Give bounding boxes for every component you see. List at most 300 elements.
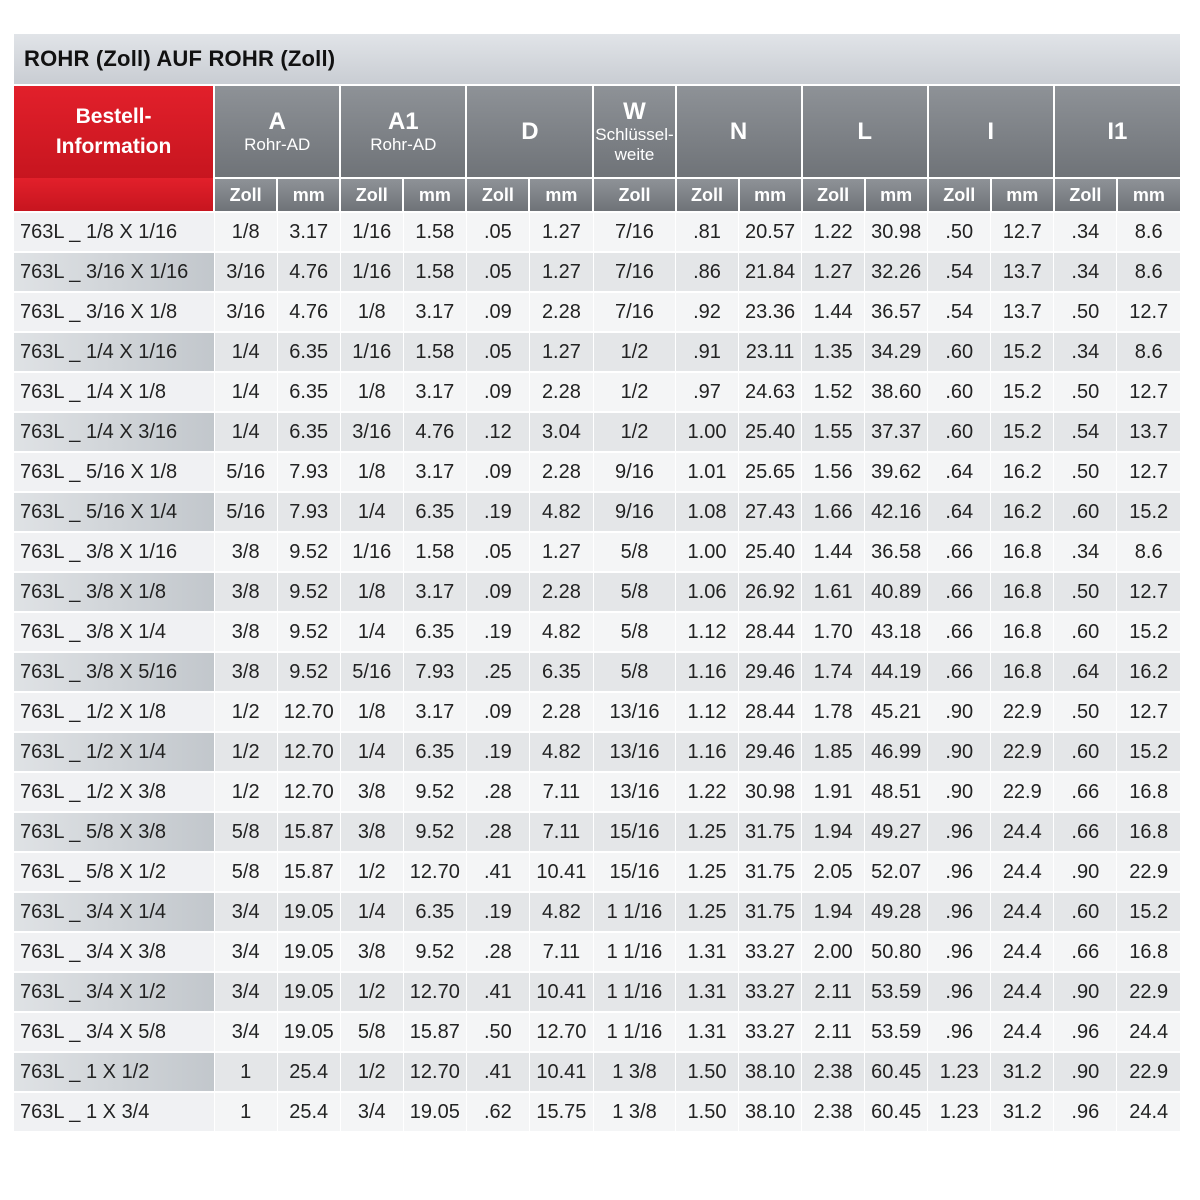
table-cell: .60 <box>928 372 991 412</box>
table-cell: 1/8 <box>340 572 403 612</box>
table-cell: 19.05 <box>403 1092 466 1131</box>
table-cell: .09 <box>466 572 529 612</box>
table-cell: 45.21 <box>865 692 928 732</box>
table-cell: 1/4 <box>340 612 403 652</box>
order-number-cell: 763L _ 1 X 3/4 <box>14 1092 214 1131</box>
table-cell: 1 3/8 <box>593 1092 675 1131</box>
table-cell: .66 <box>928 532 991 572</box>
table-cell: 7.11 <box>529 812 593 852</box>
table-cell: 1.00 <box>676 412 739 452</box>
table-cell: 5/16 <box>340 652 403 692</box>
table-cell: 5/8 <box>593 612 675 652</box>
table-cell: .90 <box>1054 852 1117 892</box>
table-cell: 1.23 <box>928 1092 991 1131</box>
table-cell: 9.52 <box>277 532 340 572</box>
table-cell: 52.07 <box>865 852 928 892</box>
table-cell: 15.87 <box>277 852 340 892</box>
table-cell: 13.7 <box>991 252 1054 292</box>
table-cell: 1.58 <box>403 252 466 292</box>
table-cell: 21.84 <box>739 252 802 292</box>
unit-header: Zoll <box>214 178 277 212</box>
table-cell: .90 <box>928 732 991 772</box>
table-cell: .81 <box>676 212 739 252</box>
table-cell: 1.00 <box>676 532 739 572</box>
table-cell: 53.59 <box>865 1012 928 1052</box>
table-cell: 6.35 <box>277 412 340 452</box>
table-cell: .60 <box>1054 892 1117 932</box>
table-cell: 9/16 <box>593 452 675 492</box>
table-cell: 15.2 <box>991 412 1054 452</box>
table-cell: .66 <box>928 652 991 692</box>
table-cell: 29.46 <box>739 732 802 772</box>
unit-header: mm <box>277 178 340 212</box>
table-cell: 1/2 <box>214 692 277 732</box>
table-row <box>14 932 1180 972</box>
table-cell: 1.08 <box>676 492 739 532</box>
table-cell: 3/4 <box>340 1092 403 1131</box>
table-cell: 1.94 <box>802 892 865 932</box>
table-cell: 12.7 <box>1117 372 1180 412</box>
table-cell: 3.17 <box>403 572 466 612</box>
table-cell: 2.28 <box>529 372 593 412</box>
table-cell: .50 <box>1054 452 1117 492</box>
table-cell: 1.12 <box>676 612 739 652</box>
table-cell: .50 <box>466 1012 529 1052</box>
table-cell: 2.28 <box>529 292 593 332</box>
order-info-header <box>14 86 214 178</box>
table-cell: 30.98 <box>739 772 802 812</box>
table-cell: .54 <box>1054 412 1117 452</box>
column-group-i1 <box>1054 86 1180 178</box>
table-cell: 3/4 <box>214 892 277 932</box>
table-cell: 15.2 <box>991 372 1054 412</box>
table-cell: .60 <box>928 332 991 372</box>
column-group-w <box>593 86 675 178</box>
table-cell: 1 1/16 <box>593 972 675 1012</box>
table-cell: 5/16 <box>214 452 277 492</box>
table-cell: 5/8 <box>593 572 675 612</box>
table-title: ROHR (Zoll) AUF ROHR (Zoll) <box>24 46 336 71</box>
table-cell: 8.6 <box>1117 212 1180 252</box>
table-cell: 31.2 <box>991 1092 1054 1131</box>
table-cell: 1/2 <box>593 332 675 372</box>
table-cell: 36.57 <box>865 292 928 332</box>
order-number-cell: 763L _ 3/4 X 1/4 <box>14 892 214 932</box>
column-group-key: I1 <box>1107 117 1128 145</box>
table-cell: 4.76 <box>277 252 340 292</box>
column-group-n <box>676 86 802 178</box>
table-cell: 1.16 <box>676 732 739 772</box>
table-cell: 12.7 <box>1117 292 1180 332</box>
table-cell: 2.28 <box>529 452 593 492</box>
unit-header: Zoll <box>466 178 529 212</box>
table-cell: 4.82 <box>529 892 593 932</box>
table-cell: 15.2 <box>1117 892 1180 932</box>
table-cell: 24.4 <box>991 812 1054 852</box>
table-cell: 1/16 <box>340 532 403 572</box>
table-cell: 23.11 <box>739 332 802 372</box>
table-cell: 12.70 <box>403 1052 466 1092</box>
table-cell: 46.99 <box>865 732 928 772</box>
table-cell: .50 <box>1054 572 1117 612</box>
table-cell: 24.4 <box>991 932 1054 972</box>
unit-header: Zoll <box>676 178 739 212</box>
table-cell: .25 <box>466 652 529 692</box>
table-cell: .09 <box>466 692 529 732</box>
table-cell: 38.10 <box>739 1052 802 1092</box>
table-cell: .96 <box>928 972 991 1012</box>
table-row <box>14 812 1180 852</box>
table-cell: 16.8 <box>991 532 1054 572</box>
table-cell: 37.37 <box>865 412 928 452</box>
table-cell: 1.56 <box>802 452 865 492</box>
table-cell: .60 <box>928 412 991 452</box>
table-row <box>14 572 1180 612</box>
table-cell: 6.35 <box>277 332 340 372</box>
table-cell: 10.41 <box>529 1052 593 1092</box>
table-cell: 1/2 <box>340 972 403 1012</box>
table-cell: 15/16 <box>593 812 675 852</box>
table-cell: .60 <box>1054 492 1117 532</box>
table-row <box>14 972 1180 1012</box>
order-number-cell: 763L _ 3/8 X 5/16 <box>14 652 214 692</box>
order-number-cell: 763L _ 5/16 X 1/4 <box>14 492 214 532</box>
table-cell: 5/8 <box>593 532 675 572</box>
table-cell: .60 <box>1054 732 1117 772</box>
table-cell: 1.01 <box>676 452 739 492</box>
table-cell: .90 <box>1054 1052 1117 1092</box>
table-cell: 6.35 <box>403 612 466 652</box>
table-cell: .54 <box>928 292 991 332</box>
table-cell: 13/16 <box>593 692 675 732</box>
table-cell: 1.74 <box>802 652 865 692</box>
table-cell: 13.7 <box>991 292 1054 332</box>
table-cell: 12.70 <box>277 772 340 812</box>
unit-header: mm <box>739 178 802 212</box>
table-cell: 1/4 <box>340 732 403 772</box>
table-cell: 27.43 <box>739 492 802 532</box>
table-cell: 19.05 <box>277 892 340 932</box>
table-cell: .66 <box>1054 772 1117 812</box>
table-cell: 34.29 <box>865 332 928 372</box>
table-cell: 1/8 <box>340 372 403 412</box>
table-cell: 1.50 <box>676 1092 739 1131</box>
table-cell: 19.05 <box>277 932 340 972</box>
table-cell: 2.00 <box>802 932 865 972</box>
table-cell: 33.27 <box>739 972 802 1012</box>
table-cell: 12.70 <box>403 972 466 1012</box>
table-cell: 4.82 <box>529 612 593 652</box>
table-cell: .64 <box>1054 652 1117 692</box>
table-cell: .05 <box>466 212 529 252</box>
table-cell: 32.26 <box>865 252 928 292</box>
table-cell: 25.40 <box>739 532 802 572</box>
table-cell: .41 <box>466 1052 529 1092</box>
table-cell: 1.31 <box>676 1012 739 1052</box>
table-cell: .34 <box>1054 252 1117 292</box>
table-cell: 1/16 <box>340 252 403 292</box>
table-cell: 3/16 <box>214 292 277 332</box>
order-number-cell: 763L _ 1/4 X 1/16 <box>14 332 214 372</box>
table-cell: .54 <box>928 252 991 292</box>
table-cell: .96 <box>928 1012 991 1052</box>
table-cell: 8.6 <box>1117 332 1180 372</box>
table-cell: 42.16 <box>865 492 928 532</box>
table-cell: 6.35 <box>403 492 466 532</box>
table-cell: .90 <box>928 772 991 812</box>
table-cell: 1.22 <box>802 212 865 252</box>
column-group-subtitle: Rohr-AD <box>244 134 311 154</box>
table-cell: 13/16 <box>593 732 675 772</box>
table-cell: 1/16 <box>340 332 403 372</box>
table-cell: 1.06 <box>676 572 739 612</box>
table-cell: 1.78 <box>802 692 865 732</box>
table-cell: 15.75 <box>529 1092 593 1131</box>
table-cell: 19.05 <box>277 1012 340 1052</box>
spec-sheet <box>14 34 1180 1131</box>
column-group-d <box>466 86 593 178</box>
table-cell: 3/8 <box>340 772 403 812</box>
table-cell: 26.92 <box>739 572 802 612</box>
table-cell: .60 <box>1054 612 1117 652</box>
table-cell: 3.17 <box>403 692 466 732</box>
table-cell: .12 <box>466 412 529 452</box>
column-group-key: D <box>521 117 539 145</box>
table-cell: 1.55 <box>802 412 865 452</box>
unit-header: mm <box>865 178 928 212</box>
table-cell: 23.36 <box>739 292 802 332</box>
table-cell: 5/8 <box>340 1012 403 1052</box>
table-cell: 29.46 <box>739 652 802 692</box>
table-cell: 40.89 <box>865 572 928 612</box>
table-cell: 1.31 <box>676 932 739 972</box>
table-cell: .66 <box>928 612 991 652</box>
table-cell: .19 <box>466 612 529 652</box>
table-cell: 3/8 <box>340 812 403 852</box>
table-cell: .09 <box>466 292 529 332</box>
table-cell: 43.18 <box>865 612 928 652</box>
table-cell: 1.44 <box>802 292 865 332</box>
table-cell: 2.38 <box>802 1052 865 1092</box>
table-row <box>14 1012 1180 1052</box>
table-cell: 6.35 <box>277 372 340 412</box>
table-row <box>14 532 1180 572</box>
table-row <box>14 772 1180 812</box>
table-cell: 1.70 <box>802 612 865 652</box>
table-cell: 4.76 <box>403 412 466 452</box>
order-number-cell: 763L _ 1 X 1/2 <box>14 1052 214 1092</box>
table-cell: 24.4 <box>991 892 1054 932</box>
table-row <box>14 692 1180 732</box>
table-cell: 1/2 <box>214 772 277 812</box>
table-cell: 7.93 <box>403 652 466 692</box>
table-cell: 13/16 <box>593 772 675 812</box>
table-row <box>14 412 1180 452</box>
table-row <box>14 292 1180 332</box>
table-row <box>14 212 1180 252</box>
table-cell: 16.8 <box>991 612 1054 652</box>
table-cell: 2.28 <box>529 692 593 732</box>
table-cell: .96 <box>928 932 991 972</box>
table-cell: 1/8 <box>340 452 403 492</box>
table-cell: 24.4 <box>991 1012 1054 1052</box>
table-cell: 9.52 <box>403 772 466 812</box>
table-cell: 31.75 <box>739 852 802 892</box>
table-row <box>14 852 1180 892</box>
table-title-bar <box>14 34 1180 86</box>
order-number-cell: 763L _ 1/4 X 1/8 <box>14 372 214 412</box>
table-cell: .19 <box>466 732 529 772</box>
table-cell: 7.11 <box>529 932 593 972</box>
table-cell: .66 <box>1054 932 1117 972</box>
column-group-key: W <box>623 97 646 125</box>
table-cell: 1.23 <box>928 1052 991 1092</box>
table-cell: .90 <box>928 692 991 732</box>
table-cell: 16.2 <box>991 452 1054 492</box>
table-cell: 1.66 <box>802 492 865 532</box>
table-cell: 22.9 <box>991 732 1054 772</box>
table-cell: 1.25 <box>676 852 739 892</box>
table-row <box>14 1052 1180 1092</box>
table-cell: 15.87 <box>277 812 340 852</box>
table-cell: 1.61 <box>802 572 865 612</box>
table-cell: .41 <box>466 852 529 892</box>
order-info-header-spacer <box>14 178 214 212</box>
column-group-key: A <box>268 107 286 135</box>
table-cell: 3/4 <box>214 972 277 1012</box>
table-cell: 1/4 <box>340 892 403 932</box>
table-cell: 6.35 <box>403 732 466 772</box>
table-cell: 28.44 <box>739 692 802 732</box>
unit-header: Zoll <box>802 178 865 212</box>
table-cell: 1.58 <box>403 532 466 572</box>
table-cell: 1 1/16 <box>593 892 675 932</box>
table-cell: 9.52 <box>403 932 466 972</box>
table-cell: 1.85 <box>802 732 865 772</box>
unit-header: Zoll <box>928 178 991 212</box>
table-cell: 1.27 <box>802 252 865 292</box>
table-cell: .34 <box>1054 332 1117 372</box>
table-cell: 24.63 <box>739 372 802 412</box>
table-cell: .41 <box>466 972 529 1012</box>
table-cell: 1/8 <box>340 692 403 732</box>
table-cell: 1/16 <box>340 212 403 252</box>
table-cell: 2.38 <box>802 1092 865 1131</box>
table-cell: 30.98 <box>865 212 928 252</box>
table-cell: 1.94 <box>802 812 865 852</box>
table-cell: 12.70 <box>403 852 466 892</box>
table-cell: 16.8 <box>1117 932 1180 972</box>
table-cell: 3/16 <box>340 412 403 452</box>
table-cell: 60.45 <box>865 1052 928 1092</box>
table-cell: 2.11 <box>802 972 865 1012</box>
table-cell: 1.25 <box>676 812 739 852</box>
table-cell: 3/8 <box>340 932 403 972</box>
table-cell: 16.8 <box>991 572 1054 612</box>
table-cell: .90 <box>1054 972 1117 1012</box>
table-cell: 6.35 <box>529 652 593 692</box>
table-cell: 3/8 <box>214 652 277 692</box>
unit-header: mm <box>1117 178 1180 212</box>
unit-header: Zoll <box>340 178 403 212</box>
table-cell: .28 <box>466 932 529 972</box>
order-number-cell: 763L _ 3/8 X 1/16 <box>14 532 214 572</box>
order-number-cell: 763L _ 1/2 X 3/8 <box>14 772 214 812</box>
table-cell: 24.4 <box>1117 1012 1180 1052</box>
table-body <box>14 212 1180 1131</box>
table-cell: .34 <box>1054 532 1117 572</box>
table-cell: 22.9 <box>1117 852 1180 892</box>
table-cell: 1 <box>214 1092 277 1131</box>
order-number-cell: 763L _ 1/2 X 1/4 <box>14 732 214 772</box>
table-cell: 7/16 <box>593 292 675 332</box>
table-cell: 1/2 <box>214 732 277 772</box>
column-group-key: I <box>987 117 995 145</box>
order-number-cell: 763L _ 5/8 X 1/2 <box>14 852 214 892</box>
table-cell: .34 <box>1054 212 1117 252</box>
table-cell: 5/8 <box>214 852 277 892</box>
table-cell: 16.8 <box>991 652 1054 692</box>
table-cell: 9.52 <box>277 612 340 652</box>
table-cell: 12.7 <box>991 212 1054 252</box>
table-cell: 15.87 <box>403 1012 466 1052</box>
table-cell: 1.12 <box>676 692 739 732</box>
unit-header: Zoll <box>1054 178 1117 212</box>
table-cell: 25.40 <box>739 412 802 452</box>
table-cell: 22.9 <box>991 692 1054 732</box>
table-cell: 1.31 <box>676 972 739 1012</box>
table-cell: .50 <box>928 212 991 252</box>
table-cell: 7/16 <box>593 212 675 252</box>
table-cell: 1/4 <box>214 372 277 412</box>
header-row <box>14 86 1180 178</box>
table-cell: 31.75 <box>739 812 802 852</box>
table-cell: .96 <box>928 852 991 892</box>
table-cell: 3/8 <box>214 572 277 612</box>
table-cell: .09 <box>466 452 529 492</box>
table-cell: 19.05 <box>277 972 340 1012</box>
table-cell: 15.2 <box>1117 732 1180 772</box>
table-cell: 4.82 <box>529 732 593 772</box>
table-cell: 15/16 <box>593 852 675 892</box>
table-cell: 3.17 <box>277 212 340 252</box>
table-cell: 15.2 <box>1117 492 1180 532</box>
table-cell: .64 <box>928 452 991 492</box>
order-info-label: Bestell- Information <box>55 105 172 158</box>
table-cell: 1/4 <box>214 332 277 372</box>
table-cell: .05 <box>466 332 529 372</box>
table-cell: 3/16 <box>214 252 277 292</box>
table-cell: 12.70 <box>277 692 340 732</box>
table-cell: 9.52 <box>277 652 340 692</box>
table-cell: .50 <box>1054 372 1117 412</box>
table-cell: 31.75 <box>739 892 802 932</box>
table-cell: 4.82 <box>529 492 593 532</box>
order-number-cell: 763L _ 3/4 X 5/8 <box>14 1012 214 1052</box>
order-number-cell: 763L _ 5/16 X 1/8 <box>14 452 214 492</box>
column-group-subtitle: Rohr-AD <box>370 134 437 154</box>
table-cell: 22.9 <box>1117 1052 1180 1092</box>
table-cell: 1/2 <box>340 852 403 892</box>
column-group-i <box>928 86 1054 178</box>
table-cell: 1.50 <box>676 1052 739 1092</box>
table-cell: 7/16 <box>593 252 675 292</box>
table-cell: 8.6 <box>1117 252 1180 292</box>
table-cell: 60.45 <box>865 1092 928 1131</box>
order-number-cell: 763L _ 3/8 X 1/4 <box>14 612 214 652</box>
table-cell: 10.41 <box>529 852 593 892</box>
table-cell: .50 <box>1054 292 1117 332</box>
